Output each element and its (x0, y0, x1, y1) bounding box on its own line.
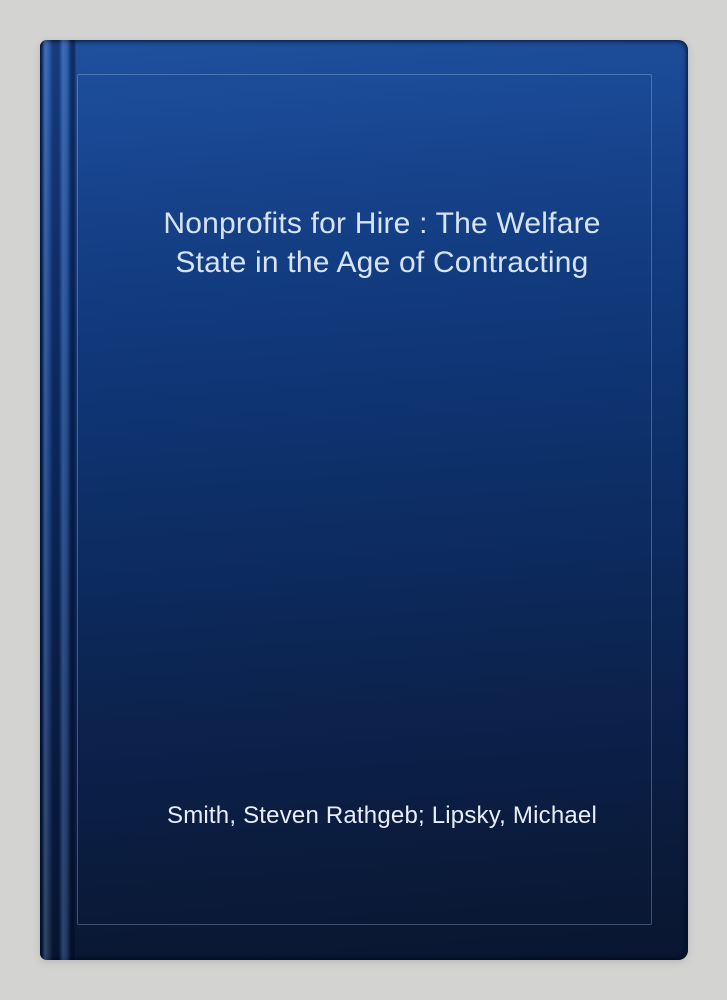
book-title-line-2: State in the Age of Contracting (175, 246, 589, 279)
cover-frame-border (77, 74, 652, 925)
book-spine (40, 40, 76, 960)
book-title (76, 204, 688, 282)
book-title-line-1: Nonprofits for Hire : The Welfare (163, 207, 601, 240)
book-author: Smith, Steven Rathgeb; Lipsky, Michael (166, 802, 598, 829)
book-cover (40, 40, 688, 960)
